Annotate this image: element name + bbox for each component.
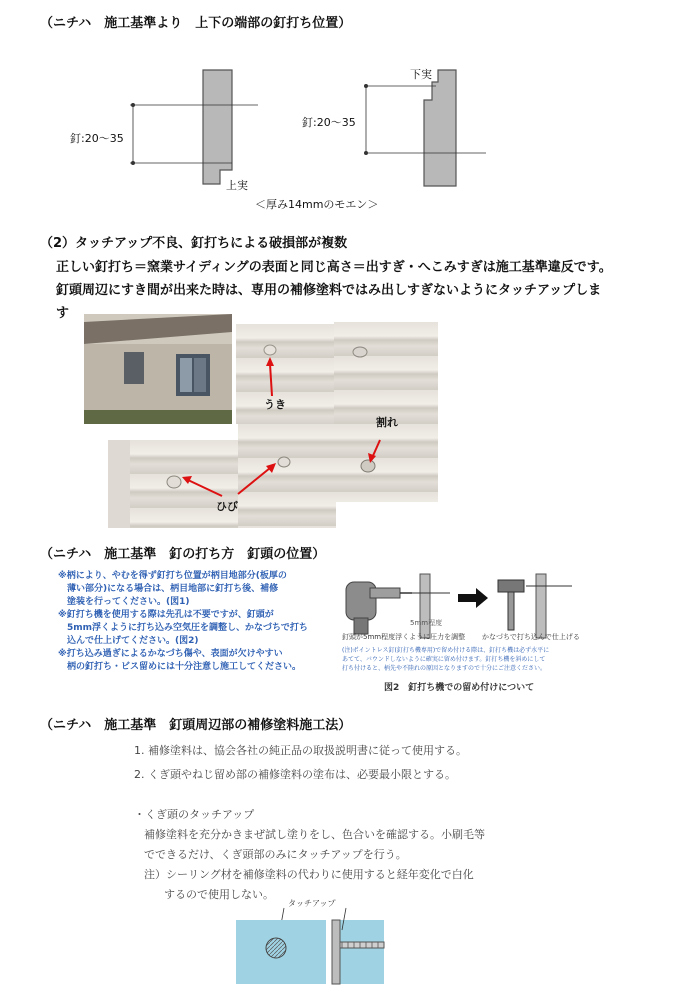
touchup-label: タッチアップ (288, 899, 336, 908)
house-exterior-photo (84, 314, 232, 424)
fig-notes (342, 646, 549, 673)
section2-line1: 正しい釘打ち＝窯業サイディングの表面と同じ高さ＝出すぎ・へこみすぎは施工基準違反です。 (56, 260, 612, 275)
lower-joint-label: 下実 (410, 68, 432, 81)
siding-photo-uki (236, 324, 336, 424)
note-line: 5mm浮くように打ち込み空気圧を調整し、かなづちで打ち (58, 623, 308, 633)
fig-note-line: 打ち付けると、柄先や不陸れの原因となりますので十分にご注意ください。 (342, 665, 547, 672)
note-line: 塗装を行ってください。(図1) (58, 597, 190, 607)
note-line: ※柄により、やむを得ず釘打ち位置が柄目地部分(板厚の (58, 571, 287, 581)
ware-label: 割れ (376, 416, 398, 429)
section3-heading: （ニチハ 施工基準 釘の打ち方 釘頭の位置） (40, 547, 326, 562)
section2-line3: す (56, 306, 70, 321)
fig-small-label: 5mm程度 (410, 619, 443, 627)
touchup-diagram (230, 906, 400, 986)
section2-line2: 釘頭周辺にすき間が出来た時は、専用の補修塗料ではみ出しすぎないようにタッチアップしま (56, 283, 602, 298)
siding-photo-ware (334, 322, 438, 502)
note-line: 柄の釘打ち・ビス留めには十分注意し施工してください。 (58, 662, 302, 672)
section4-heading: （ニチハ 施工基準 釘頭周辺部の補修塗料施工法） (40, 718, 352, 733)
left-dimension-label: 釘:20～35 (70, 132, 124, 145)
touchup-text-3: 注）シーリング材を補修塗料の代わりに使用すると経年変化で白化 (144, 868, 474, 881)
touchup-text-2: でできるだけ、くぎ頭部のみにタッチアップを行う。 (144, 848, 407, 861)
note-line: 薄い部分)になる場合は、柄目地部に釘打ち後、補修 (58, 584, 279, 594)
note-line: ※釘打ち機を使用する際は先孔は不要ですが、釘頭が (58, 610, 274, 620)
upper-joint-label: 上実 (226, 179, 248, 192)
repair-item-1: 1. 補修塗料は、協会各社の純正品の取扱説明書に従って使用する。 (134, 744, 467, 757)
touchup-text-1: 補修塗料を充分かきまぜ試し塗りをし、色合いを確認する。小刷毛等 (144, 828, 485, 841)
touchup-subhead: ・くぎ頭のタッチアップ (134, 808, 255, 821)
nail-gun-diagram (340, 570, 580, 640)
hibi-label: ひび (216, 500, 238, 513)
nailing-notes (58, 570, 308, 674)
board-caption: ＜厚み14mmのモエン＞ (255, 198, 379, 211)
fig-note-line: (注)ポイントレス釘(釘打ち機専用)で留め付ける際は、釘打ち機は必ず水平に (342, 647, 550, 654)
note-line: 込んで仕上げてください。(図2) (58, 636, 199, 646)
uki-label: うき (264, 398, 286, 411)
note-line: ※打ち込み過ぎによるかなづち傷や、表面が欠けやすい (58, 649, 283, 659)
fig-note-line: あてて、バウンドしないように確実に留め付けます。釘打ち機を斜めにして (342, 656, 546, 663)
fig-label-left: 釘頭が5mm程度浮くように圧力を調整 (342, 633, 466, 641)
fig-caption: 図2 釘打ち機での留め付けについて (384, 683, 535, 693)
section1-heading: （ニチハ 施工基準より 上下の端部の釘打ち位置） (40, 16, 352, 31)
repair-item-2: 2. くぎ頭やねじ留め部の補修塗料の塗布は、必要最小限とする。 (134, 768, 456, 781)
fig-label-right: かなづちで打ち込んで仕上げる (482, 633, 580, 641)
right-dimension-label: 釘:20～35 (302, 116, 356, 129)
section2-heading: （2）タッチアップ不良、釘打ちによる破損部が複数 (40, 236, 348, 251)
touchup-text-4: するので使用しない。 (164, 888, 274, 901)
